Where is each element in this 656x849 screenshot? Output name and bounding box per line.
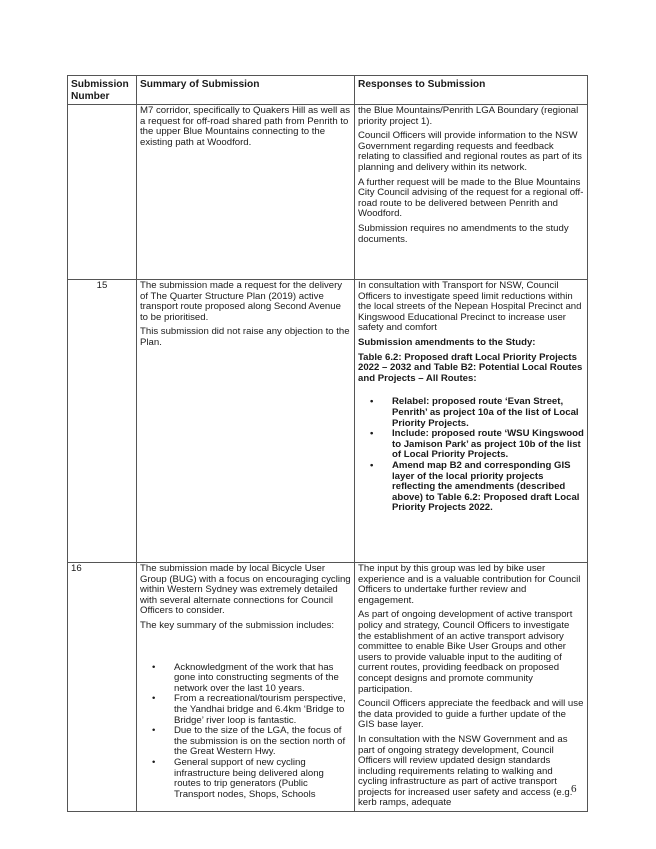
response-paragraph: As part of ongoing development of active transport policy and strategy, Council Officers to investigate the establishment of an active transport advisory committee to enable Bike User Groups and other users to provide valuable input to the auditing of current routes, providing feedback on proposed concept designs and promote community participation. — [358, 609, 573, 695]
submission-number: 16 — [68, 563, 137, 812]
response-paragraph: The input by this group was led by bike user experience and is a valuable contribution for Council Officers to undertake further review and engagement. — [358, 563, 581, 606]
summary-paragraph: The submission made by local Bicycle User Group (BUG) with a focus on encouraging cycling within Western Sydney was extremely detailed with several alternate connections for Council Officers to consider. — [140, 563, 351, 617]
table-row — [68, 105, 588, 280]
page-number: 6 — [571, 783, 577, 795]
submission-number: 15 — [68, 280, 137, 563]
summary-cell — [137, 280, 355, 563]
table-row — [68, 280, 588, 563]
response-paragraph: In consultation with the NSW Government and as part of ongoing strategy development, Council Officers will review updated design standards including requirements relating to walking and cycling infrastructure as part of active transport projects for increased user safety and access (e.g. kerb ramps, adequate — [358, 733, 573, 809]
response-paragraph: Council Officers will provide information to the NSW Government regarding requests and feedback relating to classified and regional routes as part of its planning and delivery within its network. — [358, 130, 582, 173]
response-paragraph: In consultation with Transport for NSW, Council Officers to investigate speed limit reductions within the local streets of the Nepean Hospital Precinct and Kingswood Educational Precinct to increase user safety and comfort — [358, 280, 582, 334]
summary-list — [140, 663, 351, 801]
header-submission-number: Submission Number — [68, 76, 137, 105]
list-item: • From a recreational/tourism perspective, the Yandhai bridge and 6.4km ‘Bridge to Bridge’ river loop is fantastic. — [140, 694, 351, 726]
amendments-heading: Submission amendments to the Study: — [358, 336, 536, 348]
summary-cell — [137, 563, 355, 812]
list-item: • Acknowledgment of the work that has gone into constructing segments of the network over the last 10 years. — [140, 663, 351, 695]
list-item: • Amend map B2 and corresponding GIS layer of the local priority projects reflecting the amendments (described above) to Table 6.2: Proposed draft Local Priority Projects 2022. — [358, 461, 584, 514]
summary-cell — [137, 105, 355, 280]
list-item: • General support of new cycling infrastructure being delivered along routes to trip generators (Public Transport nodes, Shops, Schools — [140, 758, 351, 800]
response-cell — [355, 105, 588, 280]
list-item: • Due to the size of the LGA, the focus of the submission is on the section north of the Great Western Hwy. — [140, 726, 351, 758]
header-summary: Summary of Submission — [137, 76, 355, 105]
response-paragraph: Council Officers appreciate the feedback and will use the data provided to guide a further update of the GIS base layer. — [358, 698, 584, 731]
response-paragraph: the Blue Mountains/Penrith LGA Boundary (regional priority project 1). — [358, 105, 579, 127]
submission-number — [68, 105, 137, 280]
list-item: • Include: proposed route ‘WSU Kingswood to Jamison Park’ as project 10b of the list of Local Priority Projects. — [358, 429, 584, 461]
summary-paragraph: M7 corridor, specifically to Quakers Hill as well as a request for off-road shared path from Penrith to the upper Blue Mountains connecting to the existing path at Woodford. — [140, 105, 351, 148]
submissions-table — [67, 75, 588, 812]
response-paragraph: A further request will be made to the Blue Mountains City Council advising of the request for a regional off-road route to be delivered between Penrith and Woodford. — [358, 176, 584, 220]
summary-paragraph: The submission made a request for the delivery of The Quarter Structure Plan (2019) active transport route proposed along Second Avenue to be prioritised. — [140, 280, 343, 323]
response-paragraph: Submission requires no amendments to the study documents. — [358, 222, 569, 245]
amendments-table-reference: Table 6.2: Proposed draft Local Priority Projects 2022 – 2032 and Table B2: Potential Local Routes and Projects – All Routes: — [358, 351, 583, 384]
table-header-row — [68, 76, 588, 105]
header-responses: Responses to Submission — [355, 76, 588, 105]
response-cell — [355, 563, 588, 812]
amendments-list — [358, 397, 584, 514]
table-row — [68, 563, 588, 812]
response-cell — [355, 280, 588, 563]
summary-paragraph: The key summary of the submission includes: — [140, 619, 335, 631]
summary-paragraph: This submission did not raise any objection to the Plan. — [140, 326, 350, 348]
list-item: • Relabel: proposed route ‘Evan Street, Penrith’ as project 10a of the list of Local Priority Projects. — [358, 397, 584, 429]
